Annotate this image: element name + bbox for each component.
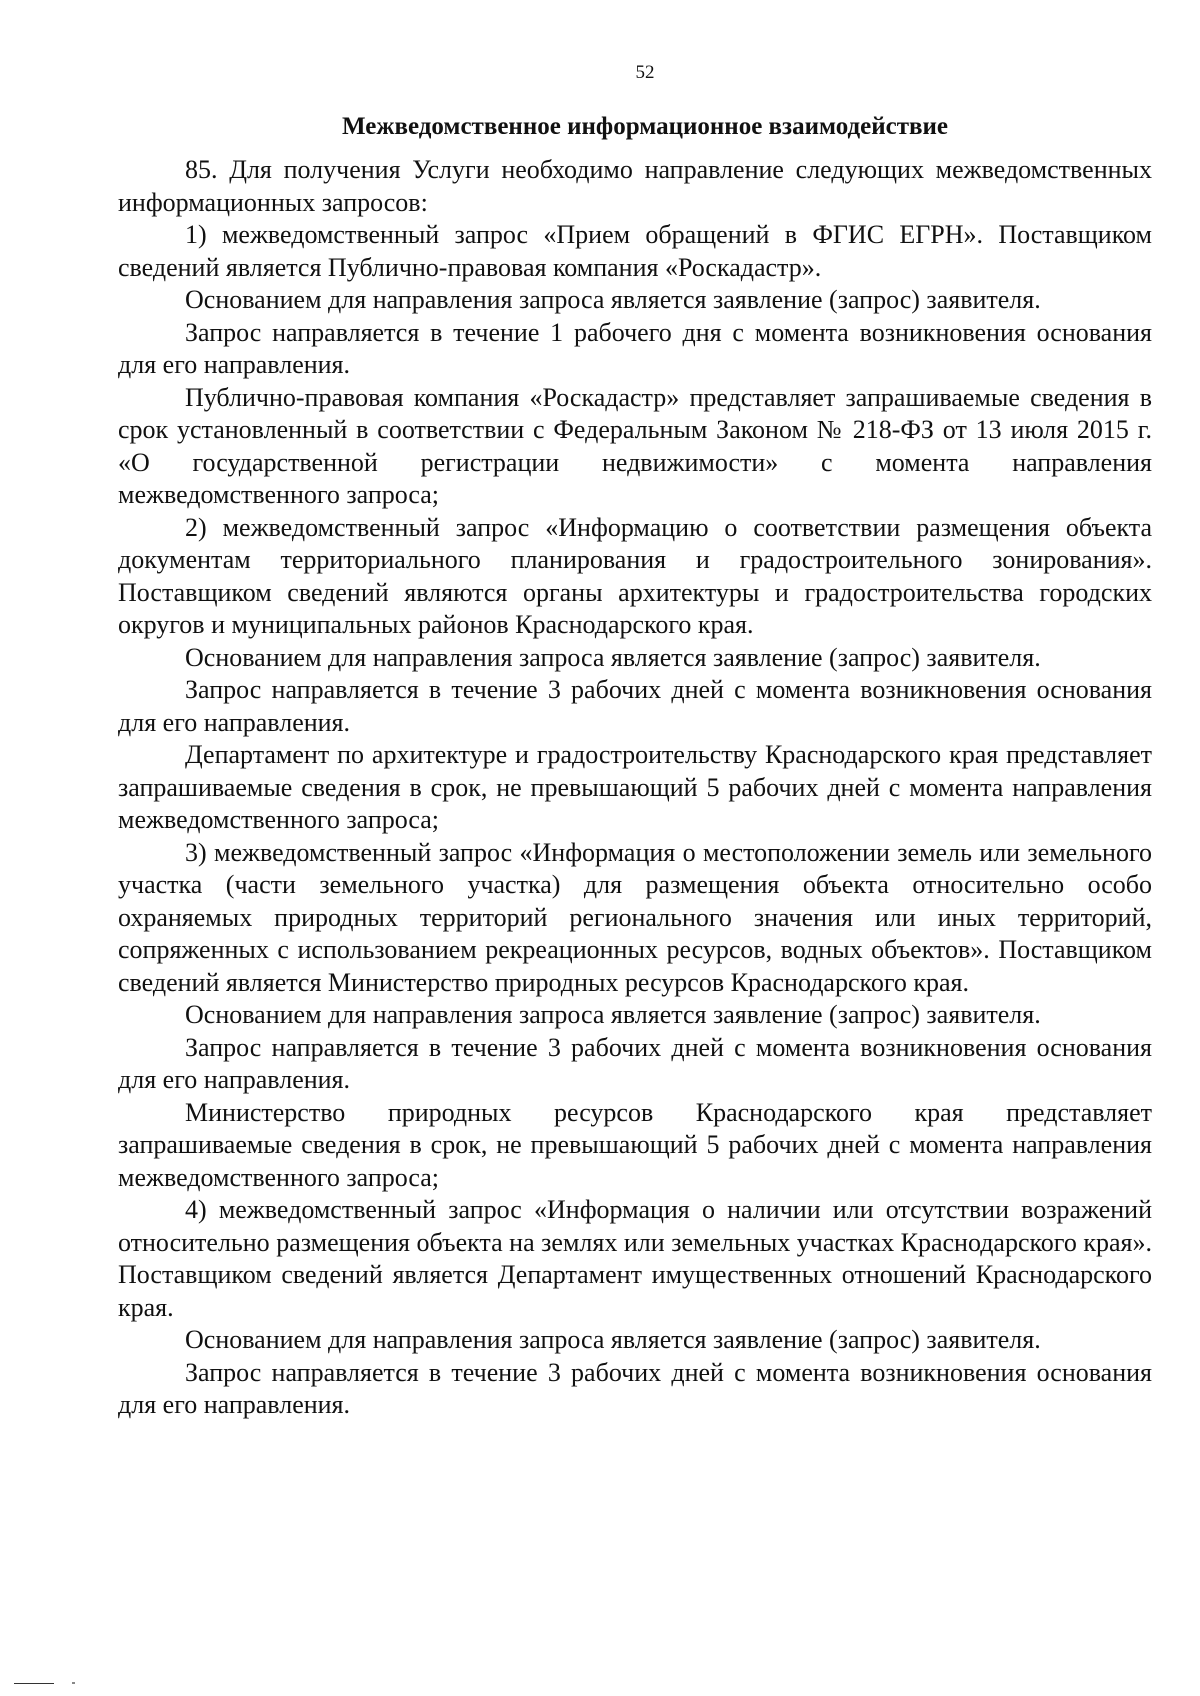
- scan-edge-dot: [72, 1682, 75, 1684]
- scan-edge-mark: [14, 1683, 54, 1684]
- paragraph-response-1: Публично-правовая компания «Роскадастр» представляет запрашиваемые сведения в срок установленный в соответствии с Федеральным Законом № 218-ФЗ от 13 июля 2015 г. «О государственной регистрации недвижимости» с момента направления межведомственного запроса;: [118, 382, 1152, 509]
- paragraph-basis-3: Основанием для направления запроса является заявление (запрос) заявителя.: [185, 1000, 1041, 1029]
- paragraph-request-2: 2) межведомственный запрос «Информацию о соответствии размещения объекта документам территориального планирования и градостроительного зонирования». Поставщиком сведений являются органы архитектуры и градостроительства городских округов и муниципальных районов Краснодарского края.: [118, 512, 1152, 639]
- paragraph-response-3: Министерство природных ресурсов Краснодарского края представляет запрашиваемые сведения в срок, не превышающий 5 рабочих дней с момента направления межведомственного запроса;: [118, 1097, 1152, 1192]
- paragraph-deadline-1: Запрос направляется в течение 1 рабочего дня с момента возникновения основания для его направления.: [118, 317, 1152, 379]
- paragraph-basis-2: Основанием для направления запроса является заявление (запрос) заявителя.: [185, 642, 1041, 672]
- paragraph-deadline-4: Запрос направляется в течение 3 рабочих дней с момента возникновения основания для его направления.: [118, 1357, 1152, 1419]
- paragraph-basis-1: Основанием для направления запроса является заявление (запрос) заявителя.: [185, 285, 1041, 314]
- document-body: [118, 154, 1152, 1422]
- paragraph-request-3: 3) межведомственный запрос «Информация о местоположении земель или земельного участка (части земельного участка) для размещения объекта относительно особо охраняемых природных территорий регионального значения или иных территорий, сопряженных с использованием рекреационных ресурсов, водных объектов». Поставщиком сведений является Министерство природных ресурсов Краснодарского края.: [118, 837, 1152, 997]
- paragraph-request-4: 4) межведомственный запрос «Информация о наличии или отсутствии возражений относительно размещения объекта на землях или земельных участках Краснодарского края». Поставщиком сведений является Департамент имущественных отношений Краснодарского края.: [118, 1195, 1152, 1322]
- paragraph-85-intro: 85. Для получения Услуги необходимо направление следующих межведомственных информационных запросов:: [118, 155, 1152, 217]
- paragraph-deadline-2: Запрос направляется в течение 3 рабочих дней с момента возникновения основания для его направления.: [118, 675, 1152, 737]
- paragraph-request-1: 1) межведомственный запрос «Прием обращений в ФГИС ЕГРН». Поставщиком сведений является Публично-правовая компания «Роскадастр».: [118, 220, 1152, 282]
- paragraph-deadline-3: Запрос направляется в течение 3 рабочих дней с момента возникновения основания для его направления.: [118, 1032, 1152, 1094]
- section-title: Межведомственное информационное взаимодействие: [342, 113, 948, 140]
- paragraph-basis-4: Основанием для направления запроса является заявление (запрос) заявителя.: [185, 1325, 1041, 1354]
- page-number: 52: [635, 62, 655, 83]
- paragraph-response-2: Департамент по архитектуре и градостроительству Краснодарского края представляет запрашиваемые сведения в срок, не превышающий 5 рабочих дней с момента направления межведомственного запроса;: [118, 740, 1152, 834]
